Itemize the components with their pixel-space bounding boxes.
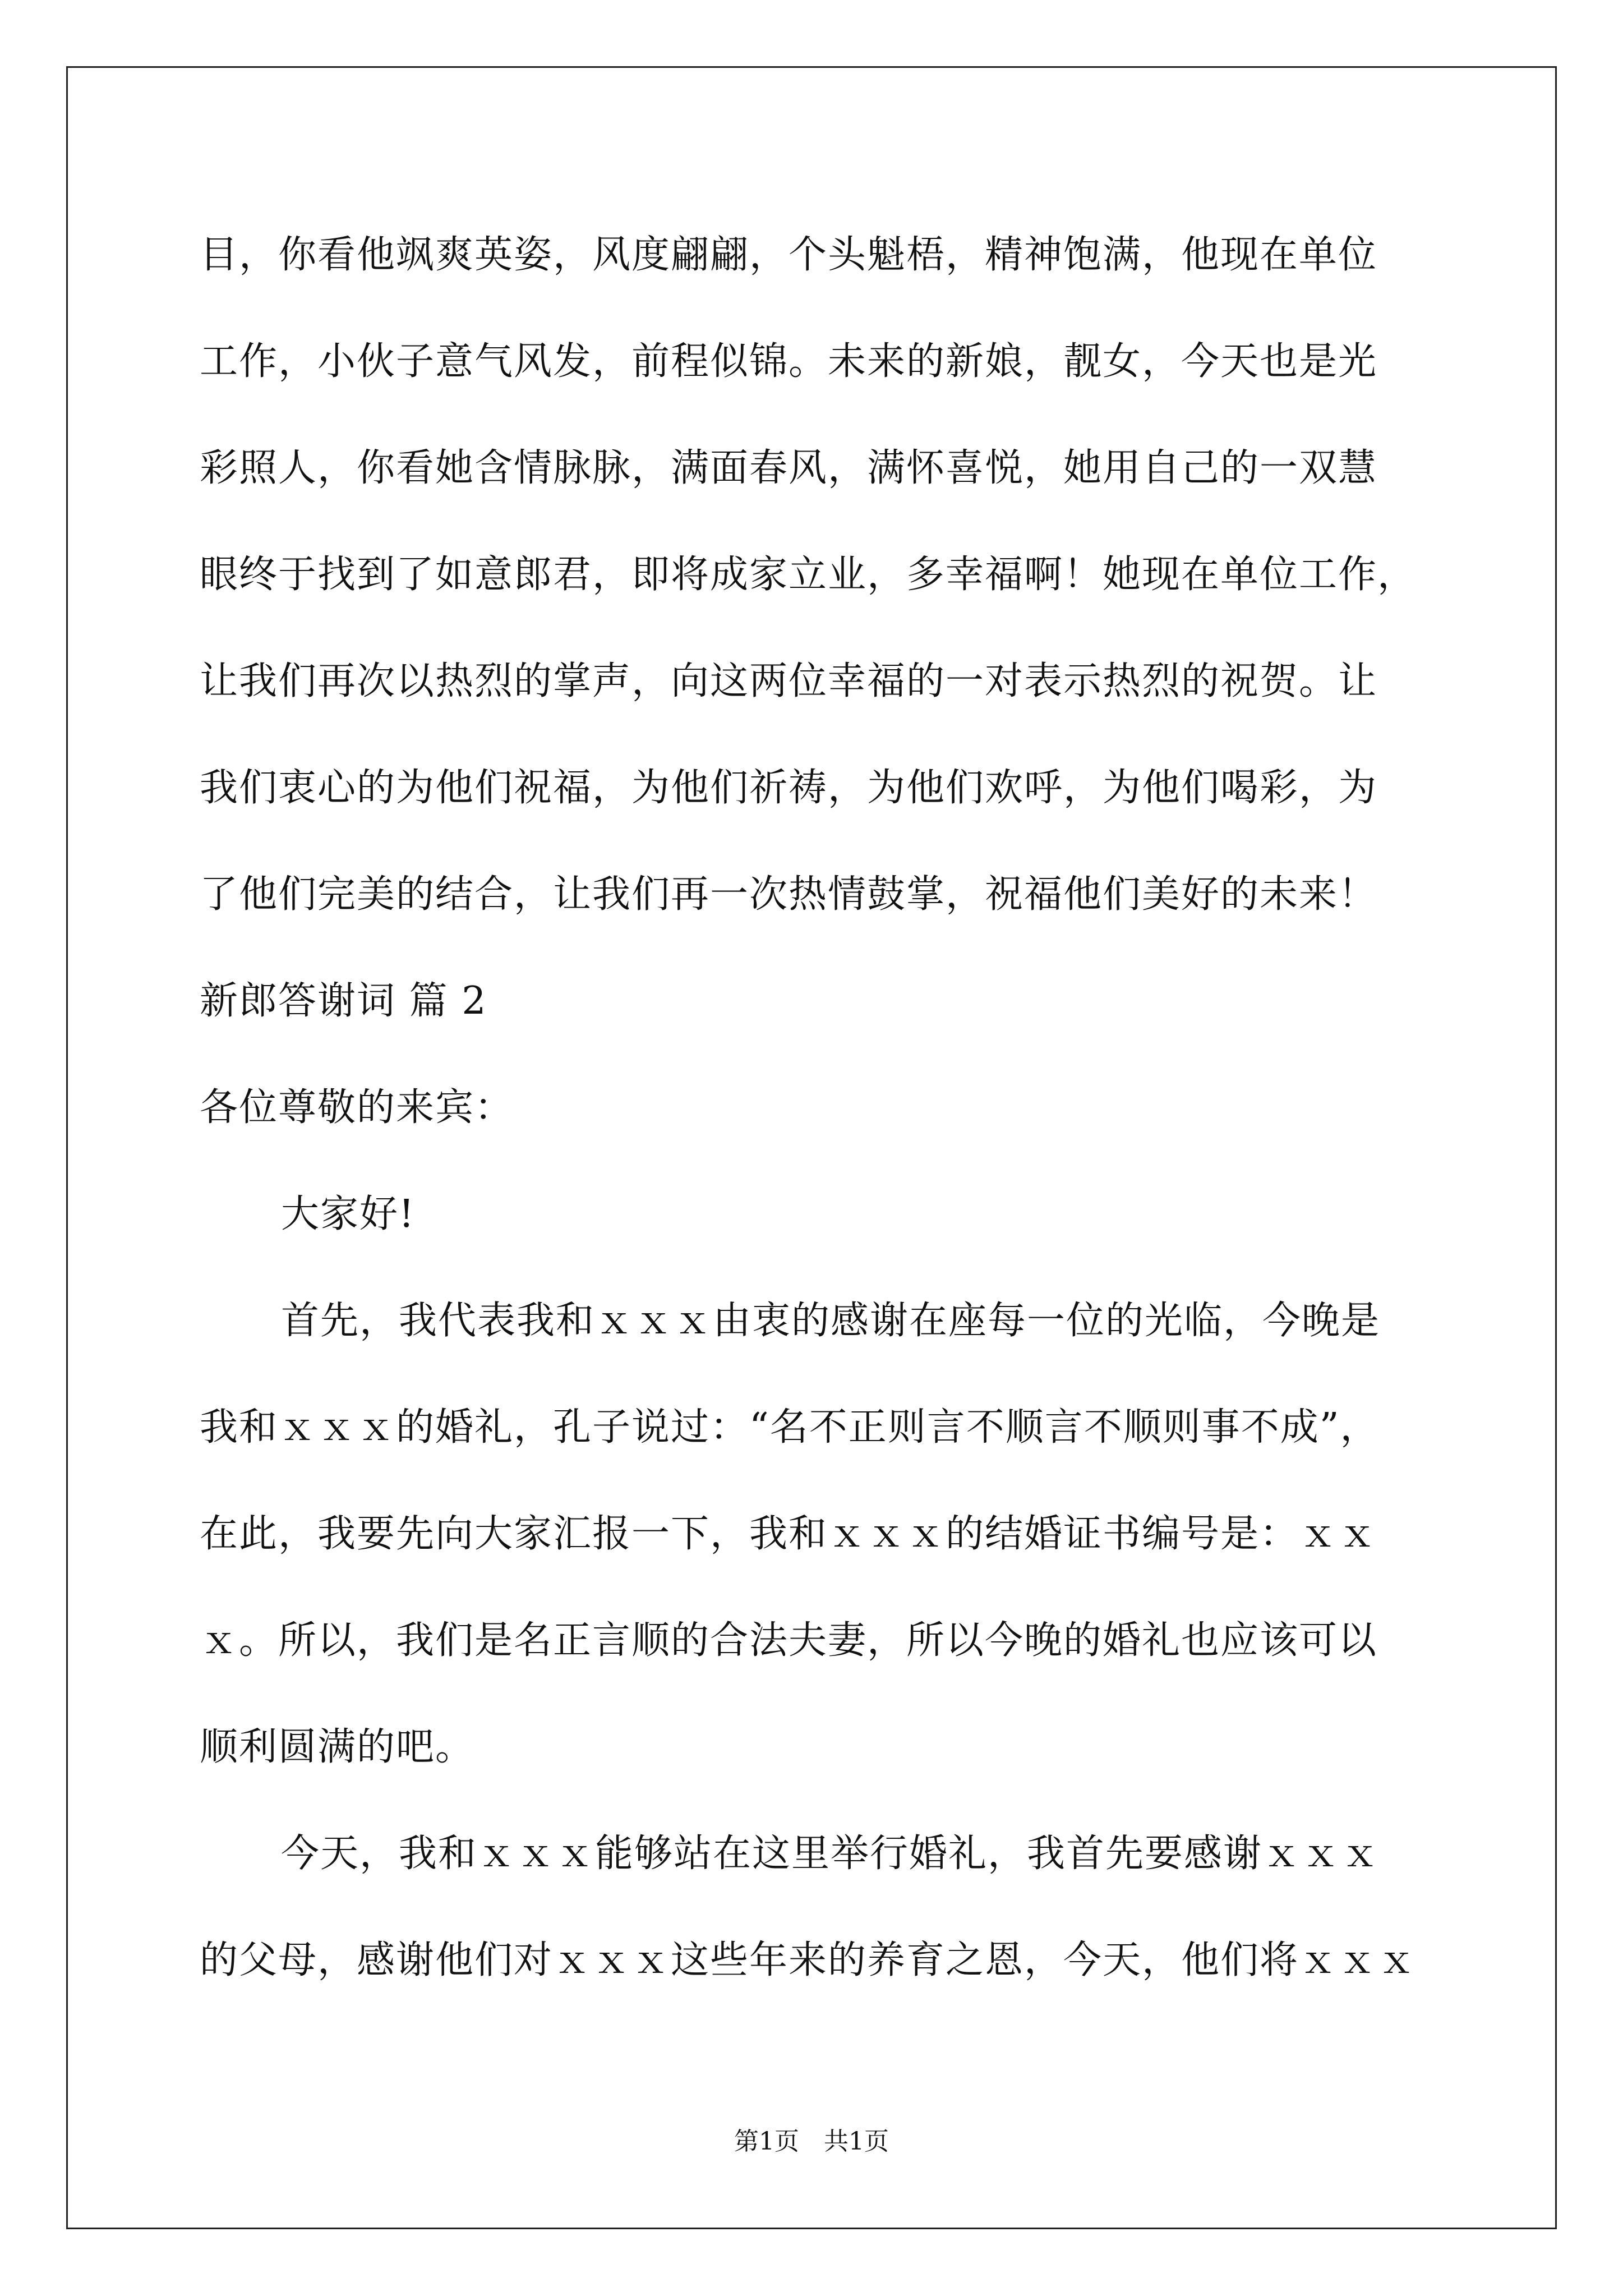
text-line: 我和ｘｘｘ的婚礼，孔子说过：“名不正则言不顺言不顺则事不成”， — [200, 1405, 1380, 1450]
text-line: 的父母，感谢他们对ｘｘｘ这些年来的养育之恩，今天，他们将ｘｘｘ — [200, 1938, 1417, 1982]
text-line: 顺利圆满的吧。 — [200, 1725, 475, 1769]
page-footer: 第1页 共1页 — [734, 2127, 889, 2156]
text-line: 了他们完美的结合，让我们再一次热情鼓掌，祝福他们美好的未来！ — [200, 872, 1378, 917]
text-line: ｘ。所以，我们是名正言顺的合法夫妻，所以今晚的婚礼也应该可以 — [200, 1618, 1378, 1663]
document-body — [200, 202, 1433, 2014]
text-line: 今天，我和ｘｘｘ能够站在这里举行婚礼，我首先要感谢ｘｘｘ — [281, 1832, 1381, 1876]
text-line: 眼终于找到了如意郎君，即将成家立业，多幸福啊！她现在单位工作， — [200, 553, 1417, 597]
salutation: 各位尊敬的来宾： — [200, 1085, 514, 1130]
text-line: 让我们再次以热烈的掌声，向这两位幸福的一对表示热烈的祝贺。让 — [200, 659, 1378, 703]
text-line: 工作，小伙子意气风发，前程似锦。未来的新娘，靓女，今天也是光 — [200, 339, 1378, 384]
section-heading: 新郎答谢词 篇 2 — [200, 979, 487, 1023]
text-line: 彩照人，你看她含情脉脉，满面春风，满怀喜悦，她用自己的一双慧 — [200, 446, 1378, 490]
text-line: 我们衷心的为他们祝福，为他们祈祷，为他们欢呼，为他们喝彩，为 — [200, 766, 1378, 810]
text-line: 目，你看他飒爽英姿，风度翩翩，个头魁梧，精神饱满，他现在单位 — [200, 233, 1378, 277]
text-line: 首先，我代表我和ｘｘｘ由衷的感谢在座每一位的光临，今晚是 — [281, 1299, 1381, 1343]
text-line: 在此，我要先向大家汇报一下，我和ｘｘｘ的结婚证书编号是：ｘｘ — [200, 1512, 1378, 1556]
greeting: 大家好! — [281, 1192, 416, 1236]
